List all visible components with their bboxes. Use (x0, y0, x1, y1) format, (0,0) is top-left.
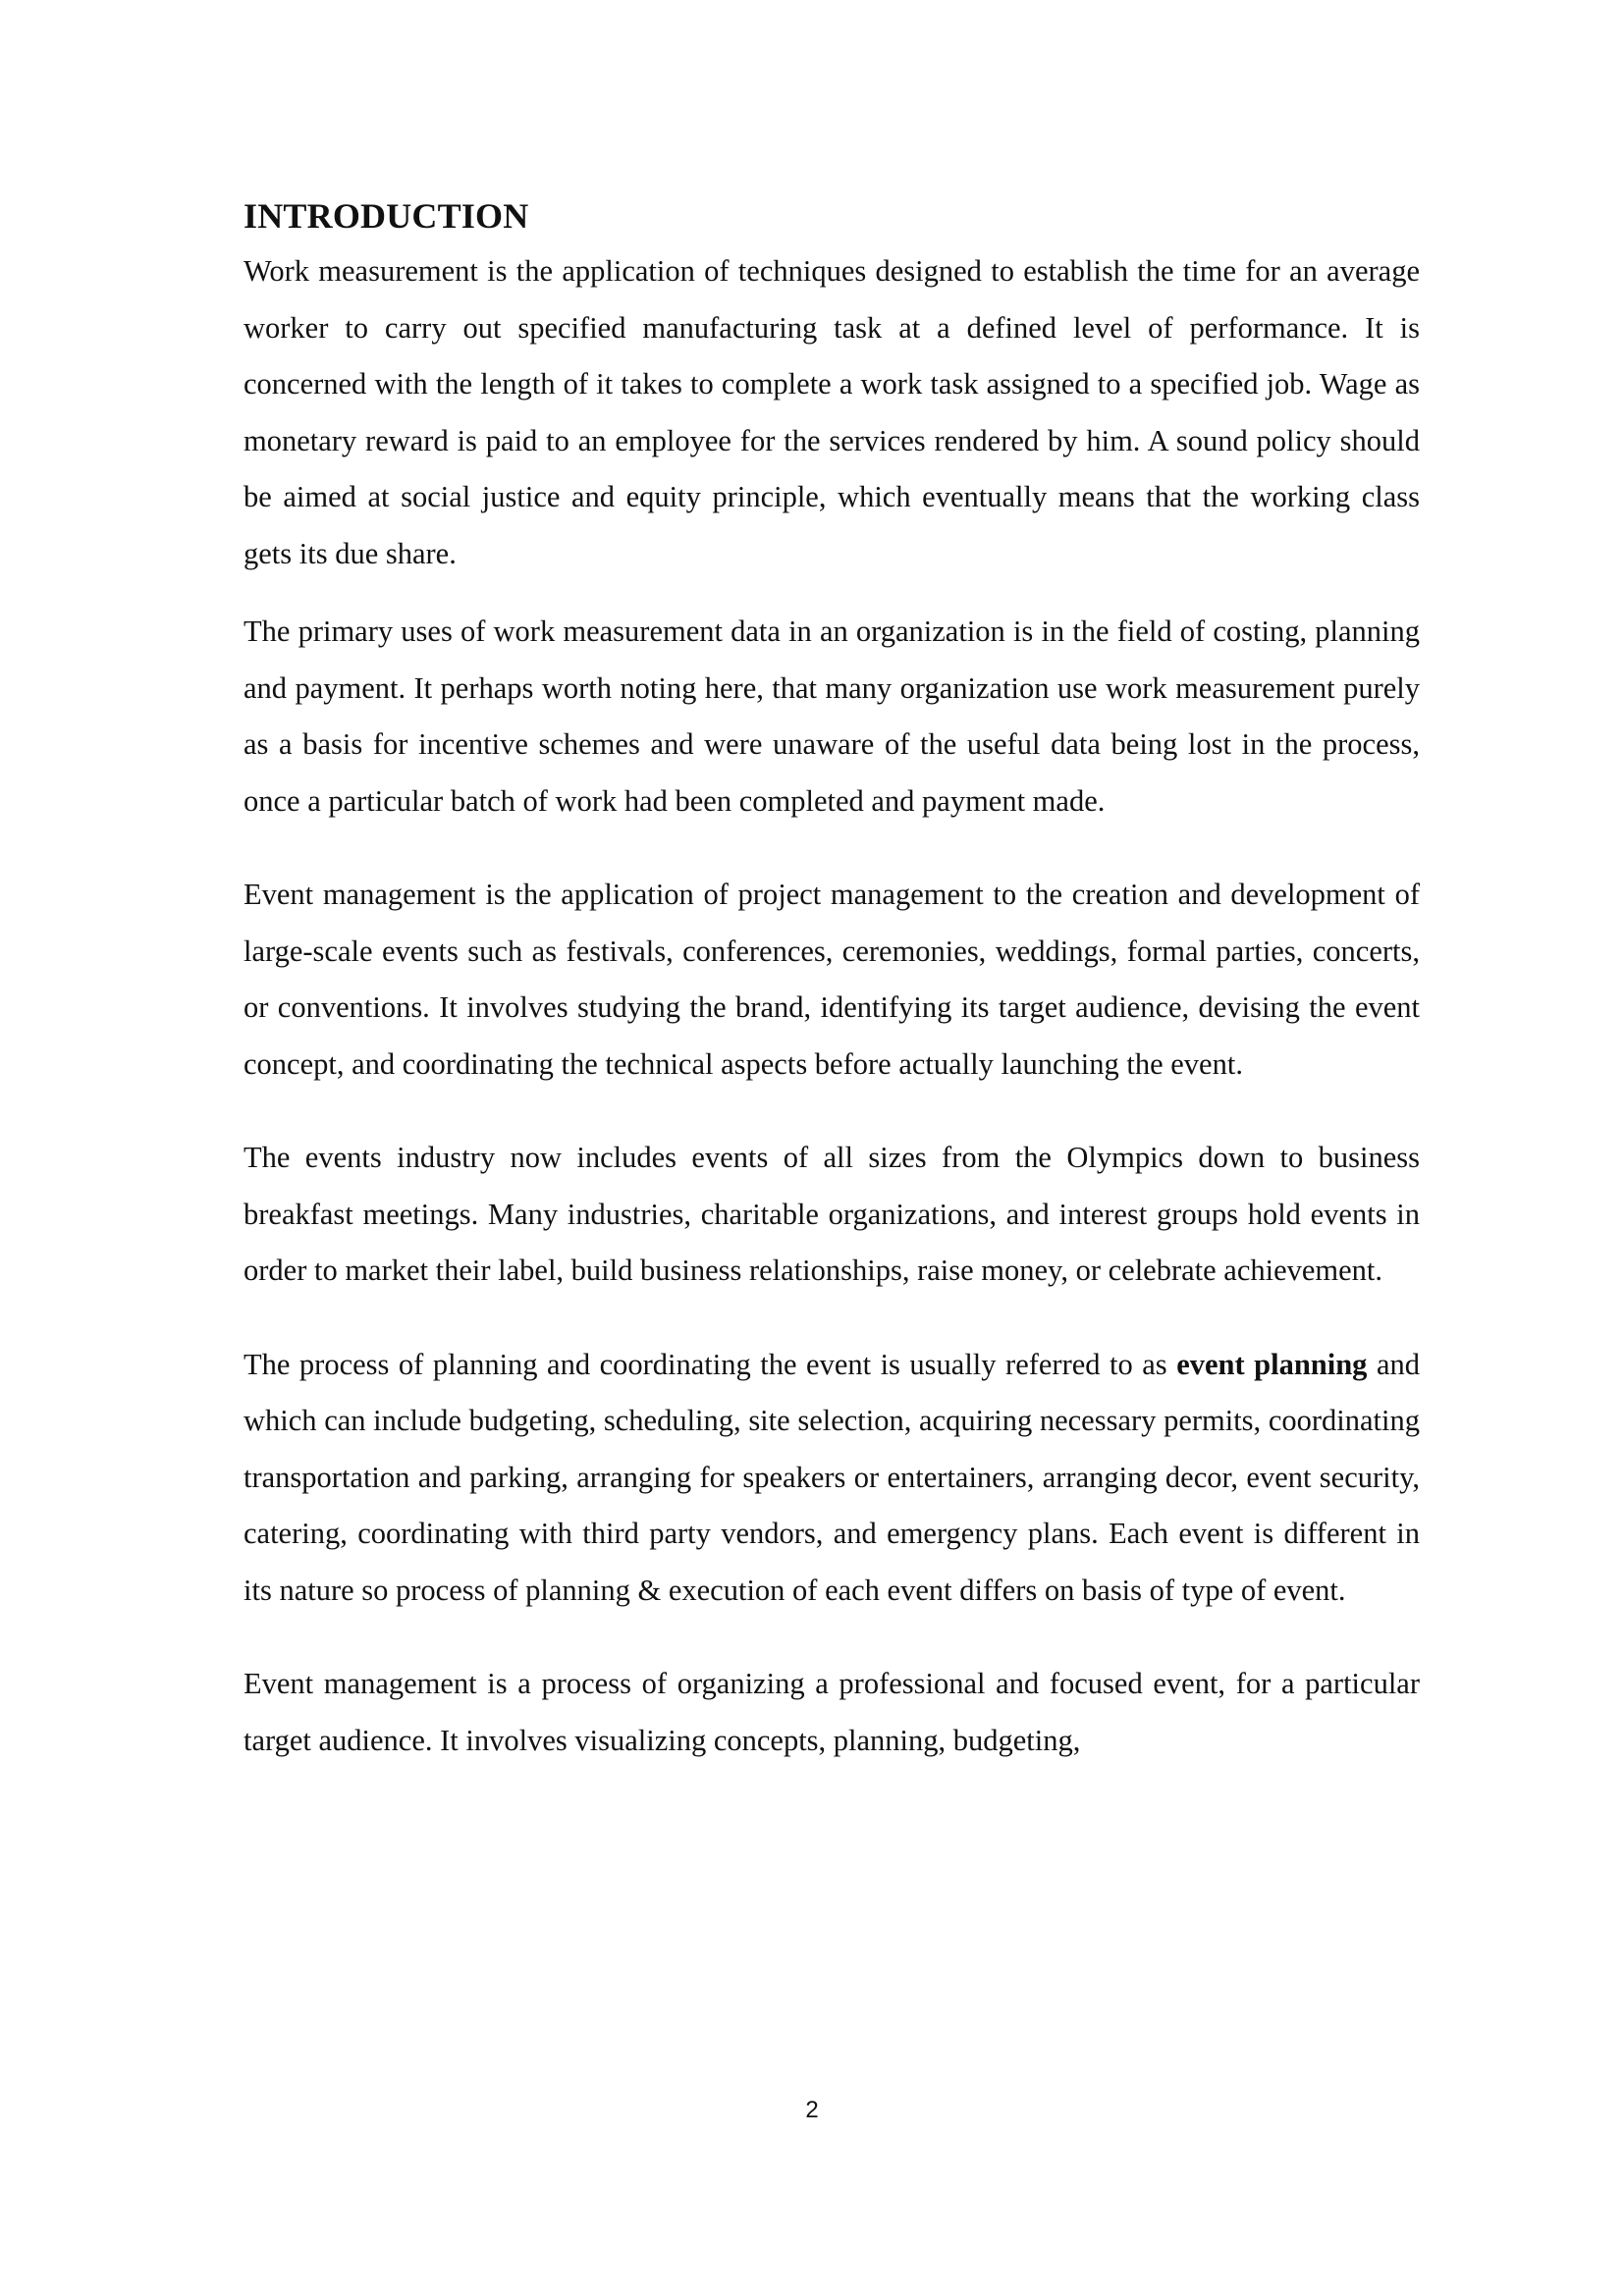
paragraph-work-measurement: Work measurement is the application of techniques designed to establish the time for an average worker to carry out specified manufacturing task at a defined level of performance. It is concerned with the length of it takes to complete a work task assigned to a specified job. Wage as monetary reward is paid to an employee for the services rendered by him. A sound policy should be aimed at social justice and equity principle, which eventually means that the working class gets its due share. (244, 254, 1420, 570)
event-planning-term: event planning (1176, 1347, 1368, 1381)
paragraph-events-industry: The events industry now includes events of all sizes from the Olympics down to business breakfast meetings. Many industries, charitable organizations, and interest groups hold events in order to market their label, build business relationships, raise money, or celebrate achievement. (244, 1141, 1420, 1287)
event-planning-text-after: and which can include budgeting, scheduling, site selection, acquiring necessary permits, coordinating transportation and parking, arranging for speakers or entertainers, arranging decor, event security, catering, coordinating with third party vendors, and emergency plans. Each event is different in its nature so process of planning & execution of each event differs on basis of type of event. (244, 1347, 1420, 1607)
page-content (244, 192, 1420, 1769)
paragraph-event-process: Event management is a process of organizing a professional and focused event, for a particular target audience. It involves visualizing concepts, planning, budgeting, (244, 1667, 1420, 1757)
paragraph-event-planning (244, 1337, 1420, 1620)
page-number: 2 (805, 2097, 819, 2123)
section-heading: INTRODUCTION (244, 196, 529, 236)
paragraph-measurement-uses: The primary uses of work measurement data in an organization is in the field of costing, planning and payment. It perhaps worth noting here, that many organization use work measurement purely as a basis for incentive schemes and were unaware of the useful data being lost in the process, once a particular batch of work had been completed and payment made. (244, 614, 1420, 818)
paragraph-event-management: Event management is the application of project management to the creation and development of large-scale events such as festivals, conferences, ceremonies, weddings, formal parties, concerts, or conventions. It involves studying the brand, identifying its target audience, devising the event concept, and coordinating the technical aspects before actually launching the event. (244, 878, 1420, 1081)
event-planning-text-before: The process of planning and coordinating the event is usually referred to as (244, 1347, 1177, 1381)
